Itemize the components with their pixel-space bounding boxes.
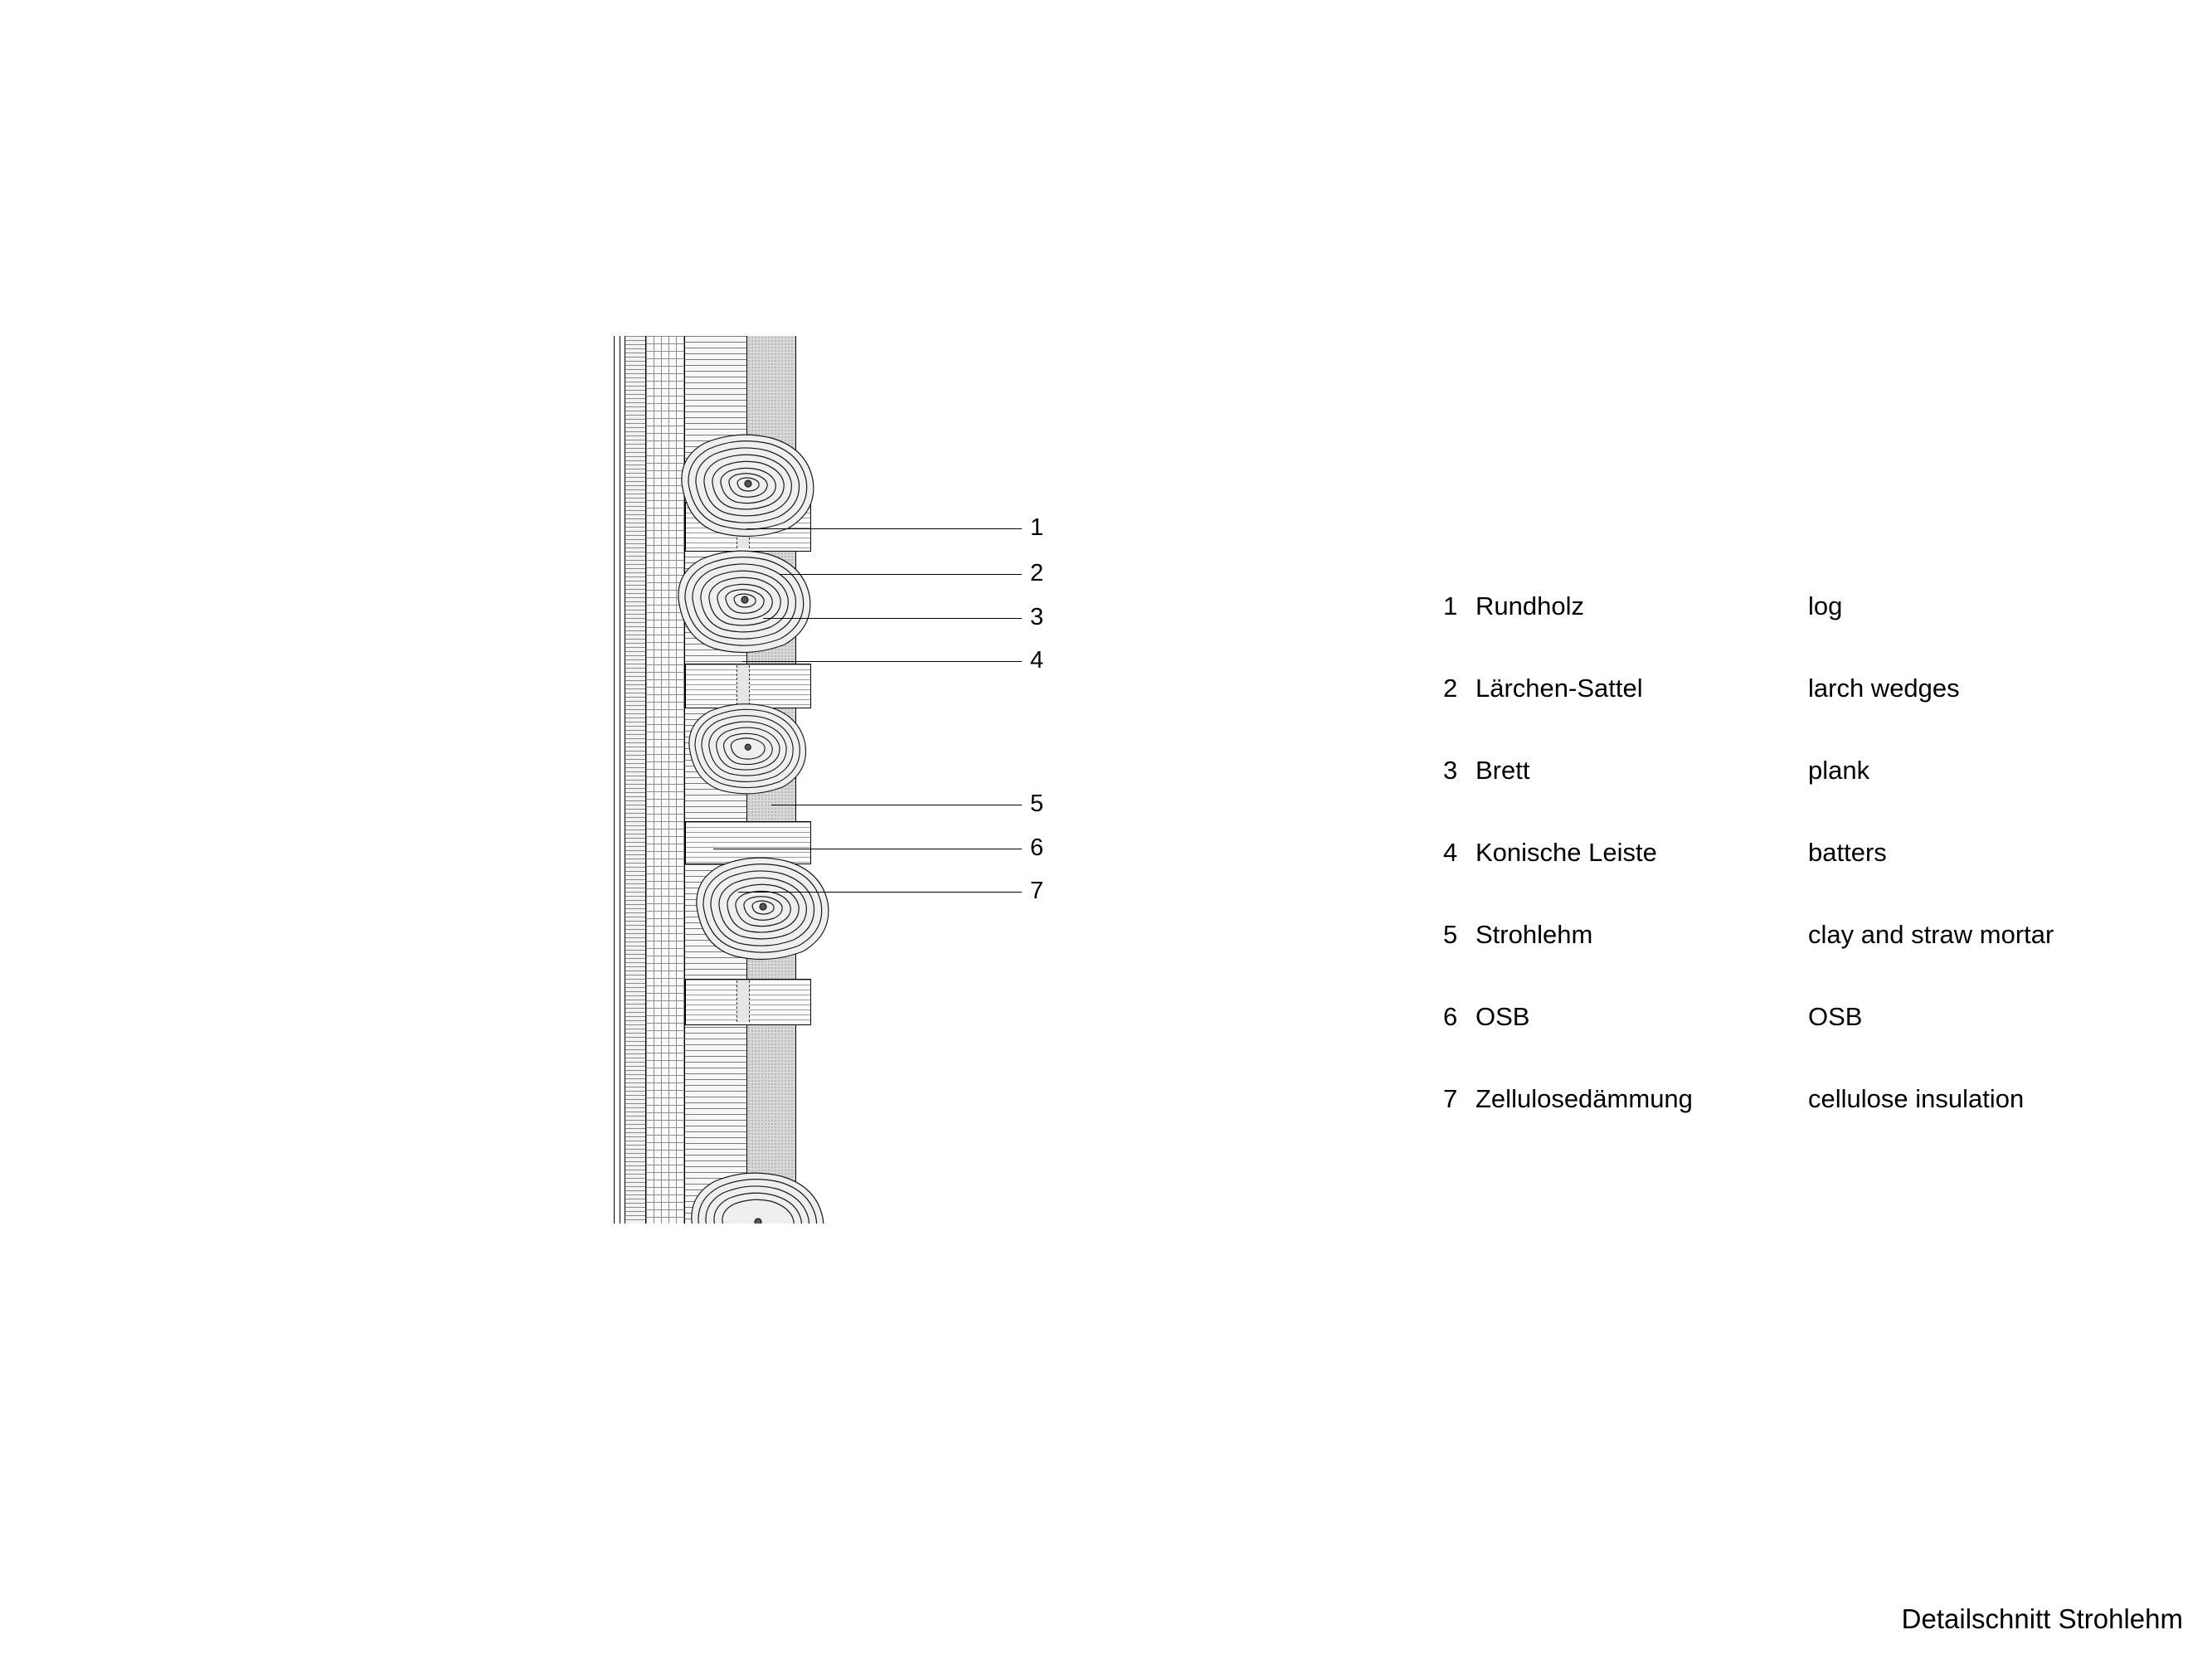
legend-number: 3: [1443, 756, 1458, 785]
legend-number: 7: [1443, 1084, 1458, 1113]
legend-number: 6: [1443, 1002, 1458, 1031]
legend-label-en: OSB: [1808, 1002, 1863, 1031]
leader-line-7: [738, 892, 1022, 893]
leader-number-3: 3: [1030, 604, 1044, 630]
leader-line-2: [780, 574, 1022, 575]
leader-line-4: [742, 661, 1022, 662]
leader-number-4: 4: [1030, 647, 1044, 674]
legend: [1443, 593, 2123, 1168]
log-rings-icon: [680, 701, 813, 796]
legend-label-en: batters: [1808, 838, 1887, 867]
leader-number-7: 7: [1030, 878, 1044, 904]
legend-row: [1443, 1086, 2123, 1168]
legend-label-de: Rundholz: [1475, 591, 1584, 620]
legend-row: [1443, 757, 2123, 839]
legend-number: 1: [1443, 591, 1458, 620]
log-rings-icon: [672, 431, 821, 539]
legend-number: 2: [1443, 674, 1458, 703]
wall-section-drawing: [614, 336, 1078, 1224]
leader-number-2: 2: [1030, 560, 1044, 586]
log-section: [680, 701, 813, 800]
leader-number-6: 6: [1030, 834, 1044, 861]
legend-label-en: log: [1808, 591, 1843, 620]
legend-number: 5: [1443, 920, 1458, 949]
log-section: [668, 547, 818, 659]
legend-label-de: OSB: [1475, 1002, 1530, 1031]
legend-label-de: Strohlehm: [1475, 920, 1593, 949]
log-section-clipped: [682, 1170, 831, 1224]
legend-label-de: Brett: [1475, 756, 1530, 785]
log-section: [672, 431, 821, 543]
log-rings-icon: [668, 547, 818, 655]
layer-osb: [625, 336, 645, 1224]
leader-number-1: 1: [1030, 514, 1044, 541]
larch-wedge: [737, 980, 750, 1022]
legend-row: [1443, 675, 2123, 757]
log-rings-icon: [682, 1170, 831, 1224]
leader-line-3: [763, 618, 1022, 619]
legend-number: 4: [1443, 838, 1458, 867]
legend-row: [1443, 839, 2123, 922]
legend-row: [1443, 1004, 2123, 1086]
legend-label-de: Konische Leiste: [1475, 838, 1657, 867]
legend-label-en: larch wedges: [1808, 674, 1960, 703]
larch-wedge: [737, 665, 750, 705]
legend-label-de: Lärchen-Sattel: [1475, 674, 1643, 703]
legend-row: [1443, 593, 2123, 675]
legend-label-en: plank: [1808, 756, 1870, 785]
drawing-caption: Detailschnitt Strohlehm: [1901, 1603, 2183, 1634]
wall-outer-line-1: [614, 336, 615, 1224]
legend-label-en: cellulose insulation: [1808, 1084, 2025, 1113]
log-section: [687, 854, 836, 966]
log-rings-icon: [687, 854, 836, 962]
legend-label-en: clay and straw mortar: [1808, 920, 2054, 949]
legend-row: [1443, 922, 2123, 1004]
legend-label-de: Zellulosedämmung: [1475, 1084, 1693, 1113]
leader-number-5: 5: [1030, 791, 1044, 817]
leader-line-1: [746, 528, 1022, 529]
